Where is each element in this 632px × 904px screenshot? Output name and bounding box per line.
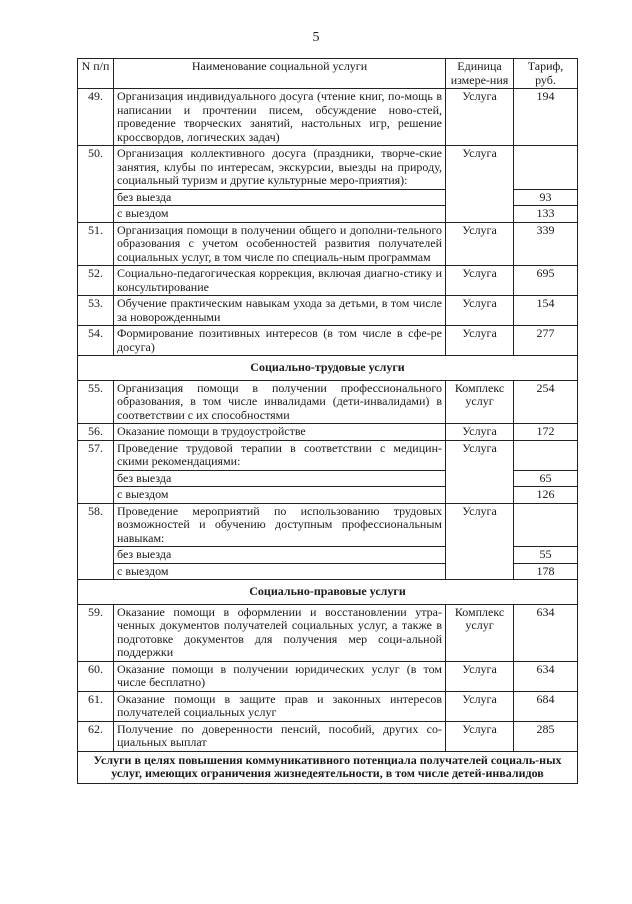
row-name: Оказание помощи в оформлении и восстановлении утра-ченных документов получателей социальных услуг, а также в подготовке документов для получения мер соци-альной поддержки — [114, 604, 446, 661]
row-unit: Комплекс услуг — [446, 380, 514, 424]
tariff-table — [77, 58, 578, 784]
table-row — [78, 503, 578, 547]
row-price: 133 — [514, 206, 578, 223]
table-row — [78, 604, 578, 661]
row-name: Проведение мероприятий по использованию трудовых возможностей и обучению доступным профессиональным навыкам: — [114, 503, 446, 547]
row-price: 126 — [514, 487, 578, 504]
row-num: 56. — [78, 424, 114, 441]
table-row — [78, 380, 578, 424]
row-subname: без выезда — [114, 470, 446, 487]
row-name: Организация индивидуального досуга (чтение книг, по-мощь в написании и прочтении писем, обсуждение ново-стей, проведение творческих занятий, настольных игр, решение кроссвордов, логических задач) — [114, 89, 446, 146]
table-row — [78, 266, 578, 296]
row-price: 55 — [514, 547, 578, 564]
header-num: N п/п — [78, 59, 114, 89]
section-title-labor: Социально-трудовые услуги — [78, 356, 578, 381]
row-price: 172 — [514, 424, 578, 441]
table-row — [78, 691, 578, 721]
row-price: 634 — [514, 604, 578, 661]
table-row — [78, 222, 578, 266]
table-row — [78, 440, 578, 470]
row-price: 178 — [514, 563, 578, 580]
row-price-empty — [514, 440, 578, 470]
row-num: 60. — [78, 661, 114, 691]
row-name: Обучение практическим навыкам ухода за детьми, в том числе за новорожденными — [114, 296, 446, 326]
table-row — [78, 661, 578, 691]
section-heading — [78, 751, 578, 783]
row-num: 51. — [78, 222, 114, 266]
row-num: 52. — [78, 266, 114, 296]
row-price: 194 — [514, 89, 578, 146]
table-row — [78, 146, 578, 190]
section-title-communication: Услуги в целях повышения коммуникативного потенциала получателей социаль-ных услуг, имеющих ограничения жизнедеятельности, в том числе детей-инвалидов — [78, 751, 578, 783]
row-price: 277 — [514, 326, 578, 356]
row-num: 58. — [78, 503, 114, 580]
row-subname: без выезда — [114, 189, 446, 206]
section-heading — [78, 356, 578, 381]
row-name: Оказание помощи в защите прав и законных интересов получателей социальных услуг — [114, 691, 446, 721]
row-unit: Услуга — [446, 424, 514, 441]
section-heading — [78, 580, 578, 605]
row-num: 55. — [78, 380, 114, 424]
row-name: Получение по доверенности пенсий, пособий, других со-циальных выплат — [114, 721, 446, 751]
row-price: 339 — [514, 222, 578, 266]
row-unit: Услуга — [446, 146, 514, 223]
row-name: Формирование позитивных интересов (в том числе в сфе-ре досуга) — [114, 326, 446, 356]
table-row — [78, 721, 578, 751]
row-num: 50. — [78, 146, 114, 223]
row-name: Оказание помощи в трудоустройстве — [114, 424, 446, 441]
table-row — [78, 326, 578, 356]
row-num: 49. — [78, 89, 114, 146]
table-row — [78, 296, 578, 326]
row-name: Социально-педагогическая коррекция, включая диагно-стику и консультирование — [114, 266, 446, 296]
row-price: 93 — [514, 189, 578, 206]
row-num: 62. — [78, 721, 114, 751]
row-name: Проведение трудовой терапии в соответствии с медицин-скими рекомендациями: — [114, 440, 446, 470]
row-price-empty — [514, 146, 578, 190]
table-header — [78, 59, 578, 89]
header-unit: Единица измере-ния — [446, 59, 514, 89]
row-num: 57. — [78, 440, 114, 503]
row-price: 65 — [514, 470, 578, 487]
row-subname: с выездом — [114, 487, 446, 504]
row-unit: Услуга — [446, 326, 514, 356]
header-name: Наименование социальной услуги — [114, 59, 446, 89]
row-price: 254 — [514, 380, 578, 424]
row-num: 59. — [78, 604, 114, 661]
row-unit: Услуга — [446, 721, 514, 751]
row-unit: Услуга — [446, 440, 514, 503]
row-subname: с выездом — [114, 563, 446, 580]
row-name: Организация помощи в получении профессионального образования, в том числе инвалидами (дети-инвалидами) в соответствии с их способностями — [114, 380, 446, 424]
row-subname: без выезда — [114, 547, 446, 564]
row-price-empty — [514, 503, 578, 547]
table-row — [78, 424, 578, 441]
row-unit: Услуга — [446, 296, 514, 326]
row-unit: Услуга — [446, 503, 514, 580]
row-num: 61. — [78, 691, 114, 721]
row-num: 53. — [78, 296, 114, 326]
row-name: Организация помощи в получении общего и дополни-тельного образования с учетом особенностей развития получателей социальных услуг, в том числе по специаль-ным программам — [114, 222, 446, 266]
row-name: Оказание помощи в получении юридических услуг (в том числе бесплатно) — [114, 661, 446, 691]
row-price: 285 — [514, 721, 578, 751]
row-price: 634 — [514, 661, 578, 691]
row-price: 695 — [514, 266, 578, 296]
row-unit: Услуга — [446, 222, 514, 266]
row-unit: Услуга — [446, 691, 514, 721]
row-unit: Услуга — [446, 266, 514, 296]
row-name: Организация коллективного досуга (праздники, творче-ские занятия, клубы по интересам, экскурсии, выезды на природу, социальный туризм и другие культурные меро-приятия): — [114, 146, 446, 190]
row-price: 154 — [514, 296, 578, 326]
page-number: 5 — [312, 30, 320, 45]
row-unit: Комплекс услуг — [446, 604, 514, 661]
row-num: 54. — [78, 326, 114, 356]
row-unit: Услуга — [446, 661, 514, 691]
row-price: 684 — [514, 691, 578, 721]
header-price: Тариф, руб. — [514, 59, 578, 89]
table-row — [78, 89, 578, 146]
row-unit: Услуга — [446, 89, 514, 146]
row-subname: с выездом — [114, 206, 446, 223]
section-title-legal: Социально-правовые услуги — [78, 580, 578, 605]
